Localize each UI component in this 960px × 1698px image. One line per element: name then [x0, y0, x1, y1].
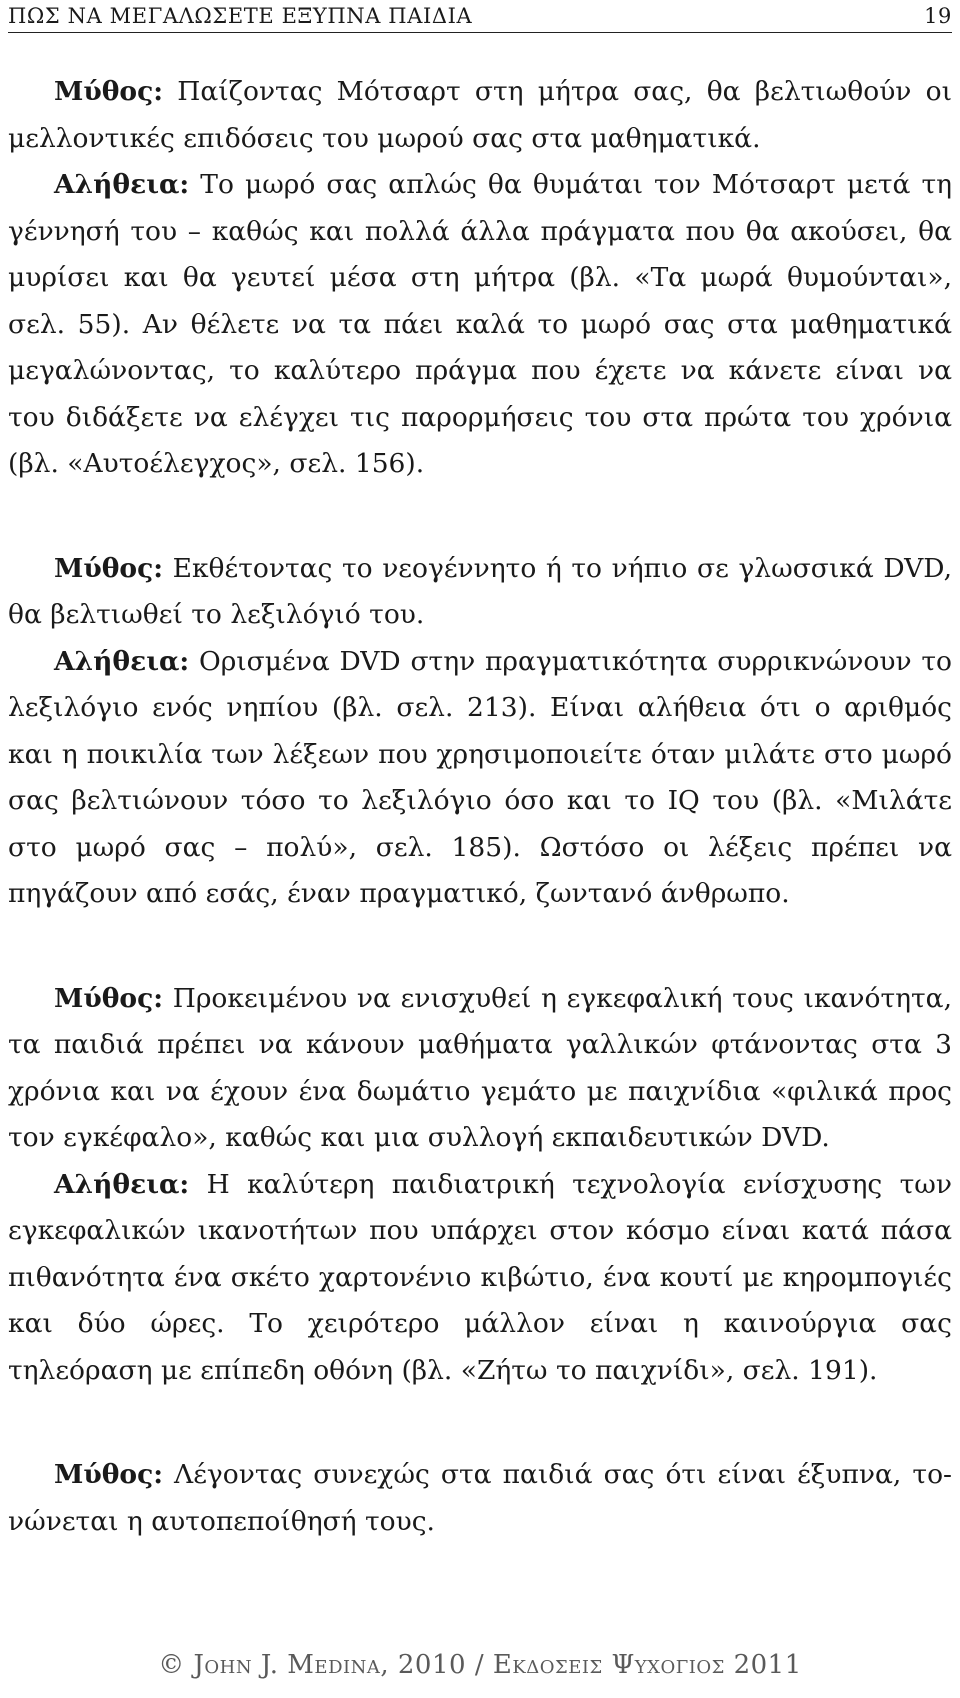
myth-label: Μύθος: [54, 1459, 163, 1490]
myth-paragraph [8, 1452, 952, 1545]
copyright-footer: © John J. Medina, 2010 / Εκδοσεις Ψυχογιος 2011 [158, 1650, 802, 1680]
truth-text: Η καλύτερη παιδιατρική τεχνολογία ενίσχυσης των εγκεφαλικών ικανοτήτων που υπάρχει στον κόσμο είναι κατά πάσα πιθανότητα ένα σκέτο χαρτονένιο κιβώτιο, ένα κουτί με κηρομπογιές και δύο ώρες. Το χειρότερο μάλλον είναι η καινούργια σας τηλεόραση με επίπεδη οθόνη (βλ. «Ζήτω το παιχνίδι», σελ. 191). [8, 1168, 952, 1386]
myth-paragraph [8, 546, 952, 639]
myth-text: Εκθέτοντας το νεογέννητο ή το νήπιο σε γλωσσικά DVD, θα βελτιωθεί το λεξιλόγιό του. [8, 552, 952, 630]
myth-paragraph [8, 976, 952, 1162]
myth-truth-block [8, 69, 952, 488]
body-text [8, 69, 952, 1603]
truth-paragraph [8, 639, 952, 918]
myth-label: Μύθος: [54, 982, 163, 1014]
truth-label: Αλήθεια: [54, 645, 190, 677]
truth-text: Ορισμένα DVD στην πραγματικότητα συρρικνώνουν το λεξιλόγιο ενός νηπίου (βλ. σελ. 213). Είναι αλήθεια ότι ο αριθμός και η ποικιλία των λέξεων που χρησιμοποιείτε όταν μιλάτε στο μωρό σας βελτιώνουν τόσο το λεξιλόγιο όσο και το IQ του (βλ. «Μιλάτε στο μωρό σας – πολύ», σελ. 185). Ωστόσο οι λέξεις πρέπει να πηγάζουν από εσάς, έναν πραγματικό, ζωντανό άνθρωπο. [8, 645, 952, 909]
truth-paragraph [8, 162, 952, 488]
running-header [8, 2, 952, 33]
running-header-title: ΠΩΣ ΝΑ ΜΕΓΑΛΩΣΕΤΕ ΕΞΥΠΝΑ ΠΑΙΔΙΑ [8, 4, 473, 28]
truth-label: Αλήθεια: [54, 1168, 190, 1200]
myth-truth-block [8, 546, 952, 918]
truth-paragraph [8, 1162, 952, 1395]
myth-label: Μύθος: [54, 552, 163, 584]
truth-text: Το μωρό σας απλώς θα θυμάται τον Μότσαρτ μετά τη γέννησή του – καθώς και πολλά άλλα πράγματα που θα ακούσει, θα μυρίσει και θα γευτεί μέσα στη μήτρα (βλ. «Τα μωρά θυμούνται», σελ. 55). Αν θέλετε να τα πάει καλά το μωρό σας στα μαθηματικά μεγαλώνοντας, το καλύτερο πράγμα που έχετε να κάνετε είναι να του διδάξετε να ελέγχει τις παρορμήσεις του στα πρώτα του χρόνια (βλ. «Αυτοέλεγχος», σελ. 156). [8, 169, 952, 479]
myth-truth-block [8, 1452, 952, 1545]
myth-text: Παίζοντας Μότσαρτ στη μήτρα σας, θα βελτιωθούν οι μελλοντικές επιδόσεις του μωρού σας στα μαθηματικά. [8, 76, 952, 154]
myth-text: Λέγοντας συνεχώς στα παιδιά σας ότι είναι έξυπνα, τονώνεται η αυτοπεποίθησή τους. [8, 1459, 952, 1537]
truth-label: Αλήθεια: [54, 169, 190, 200]
page-number: 19 [924, 4, 952, 28]
myth-truth-block [8, 976, 952, 1395]
myth-text: Προκειμένου να ενισχυθεί η εγκεφαλική τους ικανότητα, τα παιδιά πρέπει να κάνουν μαθήματα γαλλικών φτάνοντας στα 3 χρόνια και να έχουν ένα δωμάτιο γεμάτο με παιχνίδια «φιλικά προς τον εγκέφαλο», καθώς και μια συλλογή εκπαιδευτικών DVD. [8, 982, 952, 1153]
myth-label: Μύθος: [54, 76, 163, 107]
myth-paragraph [8, 69, 952, 162]
